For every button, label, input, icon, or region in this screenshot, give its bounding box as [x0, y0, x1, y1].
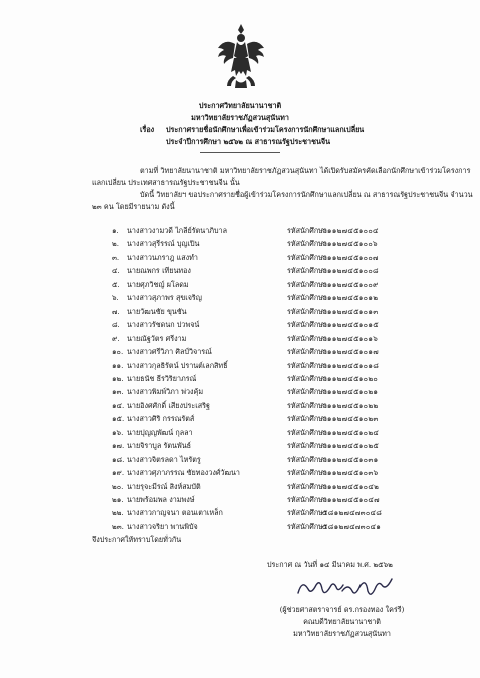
student-row: [0, 361, 480, 375]
student-id: ๖๑๑๒๗๔๕๑๐๑๖: [322, 333, 379, 343]
paragraph-2-line-2: ๒๓ คน โดยมีรายนาม ดังนี้: [92, 202, 175, 211]
student-id: ๖๑๑๒๗๔๕๑๐๐๙: [322, 279, 379, 289]
student-id: ๖๑๑๒๗๔๕๑๐๐๘: [322, 266, 379, 276]
student-id-label: รหัสนักศึกษา: [287, 226, 327, 235]
student-id: ๖๑๑๒๗๔๕๑๐๑๘: [322, 360, 380, 370]
student-id: ๖๑๑๒๗๔๕๑๐๐๗: [322, 252, 379, 262]
student-name: นางสาวกุลธิรัตน์ ปรานต์เลกสิทธิ์: [127, 360, 228, 370]
student-row: [0, 347, 480, 361]
student-name: นายอิงศศักดิ์ เสียงประเสริฐ: [127, 400, 210, 410]
student-id-label: รหัสนักศึกษา: [287, 427, 327, 437]
student-id: ๖๑๑๒๗๔๕๑๐๐๖: [322, 239, 378, 249]
student-name: นางสาวรัชดนก ปวพจน์: [127, 320, 200, 330]
header-divider: [200, 152, 280, 153]
paragraph-1-line-1: ตามที่ วิทยาลัยนานาชาติ มหาวิทยาลัยราชภัฏสวนสุนันทา ได้เปิดรับสมัครคัดเลือกนักศึกษาเข้าร่วมโครงการ: [140, 166, 471, 175]
student-name: นางสาวพิมพ์วิภา พ่วงคุ้ม: [127, 387, 204, 397]
header-line-1: ประกาศวิทยาลัยนานาชาติ: [198, 101, 282, 110]
student-id: ๖๑๑๒๗๔๕๑๐๓๑: [322, 454, 379, 464]
student-number: ๒๑.: [112, 495, 124, 504]
student-name: นางสาวศรีวิภา ศิลป์วิจารณ์: [127, 347, 212, 357]
student-number: ๔.: [112, 266, 120, 276]
student-row: [0, 414, 480, 428]
student-row: [0, 441, 480, 455]
student-number: ๑๗.: [112, 441, 125, 451]
paragraph-1-line-2: แลกเปลี่ยน ประเทศสาธารณรัฐประชาชนจีน นั้น: [92, 178, 240, 187]
student-id-label: รหัสนักศึกษา: [287, 266, 327, 276]
student-row: [0, 307, 480, 321]
student-row: [0, 428, 480, 442]
signer-title-1: คณบดีวิทยาลัยนานาชาติ: [303, 617, 381, 626]
student-id: ๖๑๑๒๗๔๕๑๐๑๕: [322, 320, 379, 330]
student-name: นายรุจะมีรณ์ สิงห์สมบัติ: [127, 481, 201, 491]
closing-text: จึงประกาศให้ทราบโดยทั่วกัน: [92, 535, 182, 544]
student-id-label: รหัสนักศึกษา: [287, 320, 327, 330]
student-id-label: รหัสนักศึกษา: [287, 400, 327, 410]
student-name: นางสาวสุภาพร สุขเจริญ: [127, 293, 202, 303]
student-name: นายธนัช ธีรวิริยาภรณ์: [127, 373, 197, 383]
student-row: [0, 320, 480, 334]
student-id: ๖๑๑๒๗๔๕๑๐๑๒: [322, 293, 379, 303]
student-row: [0, 401, 480, 415]
student-name: นางสาวศุภาภรรณ ซัยทองวงศ์วัฒนา: [127, 468, 240, 478]
student-id: ๖๑๑๒๗๔๕๑๐๔๗: [322, 495, 380, 504]
student-number: ๑๔.: [112, 400, 125, 410]
student-id-label: รหัสนักศึกษา: [287, 347, 327, 357]
student-id: ๖๑๑๒๗๔๕๑๐๒๓: [322, 414, 379, 424]
student-number: ๑.: [112, 226, 119, 235]
student-number: ๗.: [112, 306, 120, 316]
student-number: ๙.: [112, 333, 120, 343]
student-number: ๑๘.: [112, 454, 125, 464]
student-id-label: รหัสนักศึกษา: [287, 252, 327, 262]
student-number: ๑๓.: [112, 387, 124, 397]
student-row: [0, 253, 480, 267]
student-row: [0, 293, 480, 307]
student-row: [0, 266, 480, 280]
student-id: ๖๑๑๒๗๔๕๑๐๐๔: [322, 226, 379, 235]
student-id-label: รหัสนักศึกษา: [287, 521, 327, 531]
student-id-label: รหัสนักศึกษา: [287, 454, 327, 464]
student-id-label: รหัสนักศึกษา: [287, 495, 327, 504]
signer-title-2: มหาวิทยาลัยราชภัฏสวนสุนันทา: [293, 629, 391, 638]
student-row: [0, 468, 480, 482]
student-id: ๕๘๑๒๗๔๗๓๐๔๘: [322, 508, 383, 518]
handwritten-signature: [292, 573, 402, 603]
student-name: นายวัฒนชัย ขุนชัน: [127, 306, 187, 316]
student-name: นางสาวศิริ กรรณรัตส์: [127, 414, 195, 424]
student-id: ๖๑๑๒๗๔๕๑๐๑๗: [322, 347, 379, 357]
student-name: นายพร้อมพล งามพงษ์: [127, 495, 195, 504]
header-line-2: มหาวิทยาลัยราชภัฏสวนสุนันทา: [191, 113, 289, 122]
student-id: ๖๑๑๒๗๔๕๑๐๒๕: [322, 441, 380, 451]
student-row: [0, 374, 480, 388]
subject-text: ประกาศรายชื่อนักศึกษาเพื่อเข้าร่วมโครงการนักศึกษาแลกเปลี่ยน: [166, 125, 365, 134]
student-id-label: รหัสนักศึกษา: [287, 279, 327, 289]
garuda-emblem-icon: [216, 20, 266, 92]
student-id-label: รหัสนักศึกษา: [287, 508, 327, 518]
student-name: นางสาวกาญจนา ตอนเตาเหล็ก: [127, 508, 223, 518]
student-number: ๘.: [112, 320, 120, 330]
student-name: นายณพกร เทียนทอง: [127, 266, 191, 276]
student-row: [0, 522, 480, 536]
student-id: ๖๑๑๒๗๔๕๑๐๑๓: [322, 306, 379, 316]
student-id: ๖๑๑๒๗๔๕๑๐๒๑: [322, 387, 379, 397]
student-name: นางสาวจริยา พานพิบัจ: [127, 521, 198, 531]
student-name: นายปุญญพัฒน์ กุลลา: [127, 427, 193, 437]
student-number: ๑๒.: [112, 373, 124, 383]
student-id: ๖๑๑๒๗๔๕๑๐๒๐: [322, 373, 379, 383]
student-row: [0, 280, 480, 294]
student-id-label: รหัสนักศึกษา: [287, 468, 327, 478]
student-id: ๖๑๑๒๗๔๕๑๐๓๖: [322, 468, 379, 478]
student-name: นางสาวสุรีรรณ์ บุญเปิน: [127, 239, 200, 249]
student-number: ๒๒.: [112, 508, 124, 518]
student-number: ๑๙.: [112, 468, 125, 478]
header-line-4: ประจำปีการศึกษา ๒๕๖๒ ณ สาธารณรัฐประชาชนจีน: [166, 137, 330, 146]
student-number: ๕.: [112, 279, 120, 289]
student-id-label: รหัสนักศึกษา: [287, 373, 327, 383]
student-name: นายจิราบูล รัตนพันธ์: [127, 441, 191, 451]
student-id: ๖๑๑๒๗๔๕๑๐๔๒: [322, 481, 380, 491]
student-number: ๑๑.: [112, 360, 124, 370]
student-id-label: รหัสนักศึกษา: [287, 360, 327, 370]
student-name: นางสาวงามวดี ไกลีย์รัตนาภิบาล: [127, 226, 227, 235]
student-row: [0, 239, 480, 253]
student-number: ๑๕.: [112, 414, 125, 424]
student-number: ๑๐.: [112, 347, 124, 357]
student-id: ๕๘๑๒๗๔๗๓๐๔๑: [322, 521, 382, 531]
student-number: ๒๐.: [112, 481, 124, 491]
student-name: นางสาวจิตรลดา ไหรัตรู: [127, 454, 201, 464]
student-row: [0, 495, 480, 509]
student-name: นายณัฐวัตร ศรีงาม: [127, 333, 187, 343]
student-name: นางสาวนภราฎ แสงทำ: [127, 252, 198, 262]
student-row: [0, 334, 480, 348]
student-id-label: รหัสนักศึกษา: [287, 481, 327, 491]
student-id-label: รหัสนักศึกษา: [287, 387, 327, 397]
signer-name: (ผู้ช่วยศาสตราจารย์ ดร.กรองทอง ใคร่รี): [279, 605, 405, 614]
student-id: ๖๑๑๒๗๔๕๑๐๒๒: [322, 400, 379, 410]
student-id: ๖๑๑๒๗๔๕๑๐๒๔: [322, 427, 380, 437]
student-row: [0, 482, 480, 496]
student-number: ๑๖.: [112, 427, 124, 437]
announcement-date: ประกาศ ณ วันที่ ๑๔ มีนาคม พ.ศ. ๒๕๖๒: [267, 560, 393, 569]
student-number: ๒๓.: [112, 521, 124, 531]
student-row: [0, 387, 480, 401]
student-number: ๓.: [112, 252, 120, 262]
student-row: [0, 226, 480, 240]
student-number: ๒.: [112, 239, 120, 249]
student-id-label: รหัสนักศึกษา: [287, 414, 327, 424]
student-number: ๖.: [112, 293, 119, 303]
paragraph-2-line-1: บัดนี้ วิทยาลัยฯ ขอประกาศรายชื่อผู้เข้าร่วมโครงการนักศึกษาแลกเปลี่ยน ณ สาธารณรัฐประชาชนจีน จำนวน: [140, 190, 473, 199]
student-id-label: รหัสนักศึกษา: [287, 239, 327, 249]
student-name: นายศุภวิชญ์ ผโลดม: [127, 279, 189, 289]
student-row: [0, 508, 480, 522]
student-id-label: รหัสนักศึกษา: [287, 306, 327, 316]
student-id-label: รหัสนักศึกษา: [287, 293, 327, 303]
subject-label: เรื่อง: [140, 125, 155, 134]
student-id-label: รหัสนักศึกษา: [287, 333, 327, 343]
student-row: [0, 455, 480, 469]
student-id-label: รหัสนักศึกษา: [287, 441, 327, 451]
